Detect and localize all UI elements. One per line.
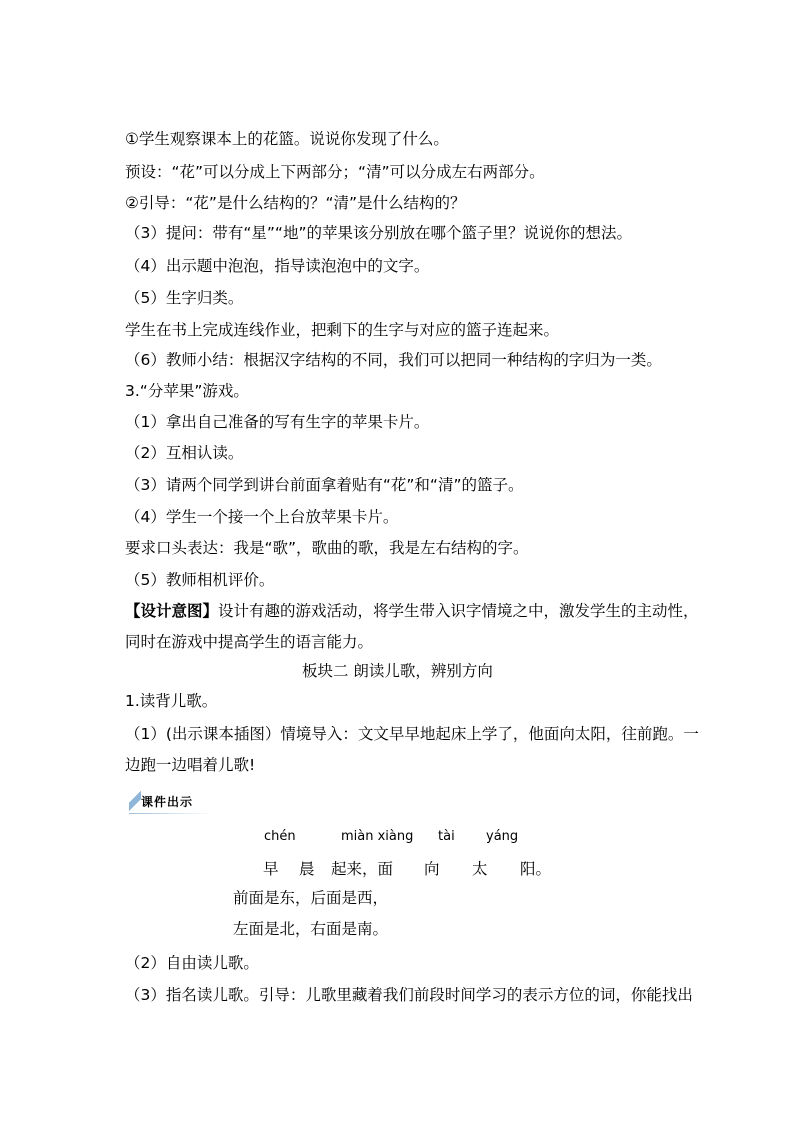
text-line: 3.“分苹果”游戏。 xyxy=(125,382,249,400)
text-line: 预设：“花”可以分成上下两部分；“清”可以分成左右两部分。 xyxy=(125,163,545,181)
text-line: ②引导：“花”是什么结构的？“清”是什么结构的？ xyxy=(125,194,466,212)
poem-char: 晨 xyxy=(299,860,315,878)
design-intent-label: 【设计意图】 xyxy=(125,602,219,620)
poem-char: 早 xyxy=(263,860,279,878)
text-line: ①学生观察课本上的花篮。说说你发现了什么。 xyxy=(125,130,449,148)
text-line: （5）生字归类。 xyxy=(125,289,244,307)
poem-char: 起来，面 xyxy=(331,860,394,878)
text-line: （3）指名读儿歌。引导：儿歌里藏着我们前段时间学习的表示方位的词，你能找出 xyxy=(125,986,693,1004)
text-line: （1）拿出自己准备的写有生字的苹果卡片。 xyxy=(125,413,430,431)
text-line: 1.读背儿歌。 xyxy=(125,692,218,710)
courseware-badge xyxy=(127,790,217,816)
poem-char: 向 xyxy=(424,860,440,878)
text-line: （1）(出示课本插图）情境导入：文文早早地起床上学了，他面向太阳，往前跑。一 xyxy=(125,725,699,743)
design-intent-line2: 同时在游戏中提高学生的语言能力。 xyxy=(125,633,374,651)
text-line: （2）互相认读。 xyxy=(125,444,244,462)
poem-char: 太 xyxy=(472,860,488,878)
text-line: （2）自由读儿歌。 xyxy=(125,954,259,972)
text-line: 边跑一边唱着儿歌! xyxy=(125,756,256,774)
text-line: （3）提问：带有“星”“地”的苹果该分别放在哪个篮子里？说说你的想法。 xyxy=(125,224,632,242)
text-line: （3）请两个同学到讲台前面拿着贴有“花”和“清”的篮子。 xyxy=(125,476,524,494)
poem-line: 左面是北，右面是南。 xyxy=(233,920,389,938)
badge-stripe-icon xyxy=(129,790,141,814)
pinyin: chén xyxy=(264,829,296,844)
section-title: 板块二 朗读儿歌，辨别方向 xyxy=(302,662,493,680)
poem-line: 前面是东，后面是西， xyxy=(233,889,389,907)
poem-char: 阳。 xyxy=(520,860,552,878)
text-line: （5）教师相机评价。 xyxy=(125,571,275,589)
text-line: （4）出示题中泡泡，指导读泡泡中的文字。 xyxy=(125,257,430,275)
design-intent-text: 设计有趣的游戏活动，将学生带入识字情境之中，激发学生的主动性， xyxy=(218,602,699,620)
text-line: 要求口头表达：我是“歌”，歌曲的歌，我是左右结构的字。 xyxy=(125,539,529,557)
pinyin: yáng xyxy=(486,829,519,844)
text-line: 学生在书上完成连线作业，把剩下的生字与对应的篮子连起来。 xyxy=(125,321,560,339)
pinyin: miàn xiàng xyxy=(341,829,414,844)
text-line: （6）教师小结：根据汉字结构的不同，我们可以把同一种结构的字归为一类。 xyxy=(125,351,662,369)
design-intent-line1 xyxy=(125,601,699,621)
badge-underline xyxy=(129,813,213,814)
badge-label: 课件出示 xyxy=(141,795,194,809)
text-line: （4）学生一个接一个上台放苹果卡片。 xyxy=(125,508,399,526)
pinyin: tài xyxy=(438,829,455,844)
